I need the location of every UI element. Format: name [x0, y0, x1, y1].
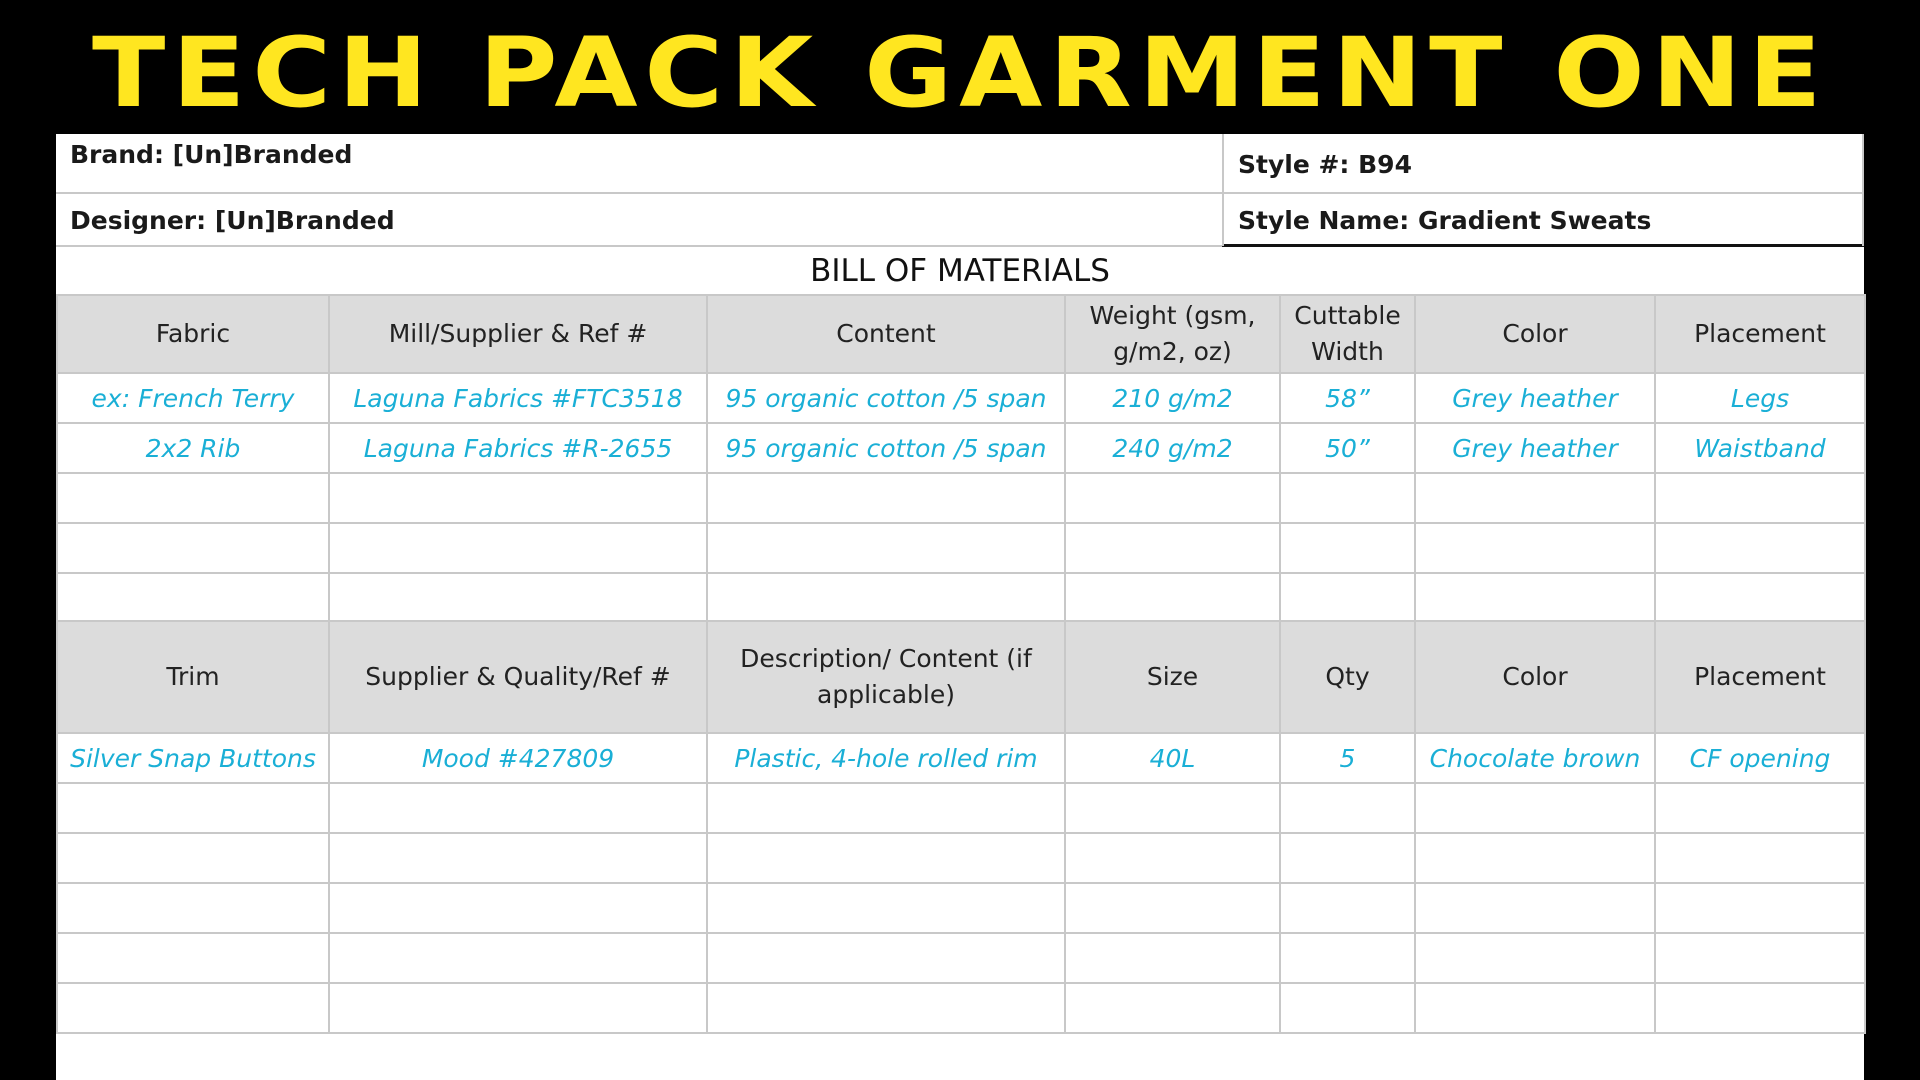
empty-cell — [57, 573, 329, 623]
empty-cell — [329, 523, 707, 573]
empty-cell — [1065, 883, 1280, 933]
empty-cell — [1415, 523, 1655, 573]
fabric-cell: Legs — [1655, 373, 1865, 423]
empty-cell — [1280, 933, 1415, 983]
fabric-cell: 210 g/m2 — [1065, 373, 1280, 423]
empty-cell — [1065, 833, 1280, 883]
fabric-header-cell: Placement — [1655, 295, 1865, 373]
empty-cell — [1655, 573, 1865, 623]
empty-cell — [57, 983, 329, 1033]
empty-cell — [1655, 523, 1865, 573]
fabric-cell: Laguna Fabrics #R-2655 — [329, 423, 707, 473]
empty-cell — [329, 983, 707, 1033]
trim-header-row — [57, 621, 1865, 733]
trim-header-cell: Description/ Content (if applicable) — [707, 621, 1065, 733]
fabric-cell: Laguna Fabrics #FTC3518 — [329, 373, 707, 423]
style-number-field: Style #: B94 — [1238, 149, 1412, 179]
empty-cell — [707, 573, 1065, 623]
trim-cell: 5 — [1280, 733, 1415, 783]
empty-cell — [1280, 783, 1415, 833]
empty-cell — [1655, 833, 1865, 883]
trim-table — [56, 620, 1866, 1034]
empty-cell — [57, 883, 329, 933]
fabric-header-cell: Mill/Supplier & Ref # — [329, 295, 707, 373]
trim-header-cell: Qty — [1280, 621, 1415, 733]
trim-cell: Chocolate brown — [1415, 733, 1655, 783]
empty-cell — [329, 783, 707, 833]
page-title: TECH PACK GARMENT ONE — [91, 17, 1829, 129]
empty-cell — [329, 883, 707, 933]
fabric-header-cell: Weight (gsm, g/m2, oz) — [1065, 295, 1280, 373]
empty-cell — [707, 473, 1065, 523]
empty-cell — [1415, 473, 1655, 523]
fabric-header-cell: Cuttable Width — [1280, 295, 1415, 373]
empty-cell — [707, 933, 1065, 983]
empty-cell — [57, 473, 329, 523]
empty-row — [57, 983, 1865, 1033]
empty-cell — [1655, 933, 1865, 983]
trim-cell: Plastic, 4-hole rolled rim — [707, 733, 1065, 783]
fabric-cell: Grey heather — [1415, 373, 1655, 423]
fabric-cell: 2x2 Rib — [57, 423, 329, 473]
empty-cell — [1655, 983, 1865, 1033]
empty-cell — [1415, 783, 1655, 833]
empty-row — [57, 573, 1865, 623]
fabric-cell: 50” — [1280, 423, 1415, 473]
empty-cell — [1415, 983, 1655, 1033]
table-row — [57, 733, 1865, 783]
style-name-field: Style Name: Gradient Sweats — [1238, 205, 1652, 235]
empty-cell — [1280, 883, 1415, 933]
empty-cell — [1280, 473, 1415, 523]
empty-cell — [1065, 983, 1280, 1033]
empty-cell — [57, 523, 329, 573]
empty-cell — [329, 933, 707, 983]
empty-cell — [1065, 473, 1280, 523]
fabric-header-cell: Fabric — [57, 295, 329, 373]
fabric-cell: 58” — [1280, 373, 1415, 423]
fabric-header-cell: Content — [707, 295, 1065, 373]
empty-cell — [57, 833, 329, 883]
empty-row — [57, 883, 1865, 933]
empty-cell — [57, 933, 329, 983]
fabric-cell: 240 g/m2 — [1065, 423, 1280, 473]
trim-header-cell: Placement — [1655, 621, 1865, 733]
empty-cell — [707, 983, 1065, 1033]
trim-header-cell: Supplier & Quality/Ref # — [329, 621, 707, 733]
empty-row — [57, 833, 1865, 883]
trim-header-cell: Color — [1415, 621, 1655, 733]
trim-header-cell: Trim — [57, 621, 329, 733]
sheet-right-border — [1862, 134, 1864, 246]
trim-cell: 40L — [1065, 733, 1280, 783]
tech-pack-sheet — [56, 134, 1864, 1080]
empty-cell — [1415, 573, 1655, 623]
fabric-header-row — [57, 295, 1865, 373]
empty-cell — [707, 523, 1065, 573]
empty-cell — [1280, 833, 1415, 883]
header-vertical-divider — [1222, 134, 1224, 246]
empty-cell — [1280, 523, 1415, 573]
bom-title: BILL OF MATERIALS — [810, 253, 1110, 289]
empty-cell — [1655, 783, 1865, 833]
empty-row — [57, 783, 1865, 833]
empty-cell — [1415, 883, 1655, 933]
empty-cell — [1280, 573, 1415, 623]
fabric-table — [56, 294, 1866, 624]
empty-cell — [329, 473, 707, 523]
empty-cell — [1415, 933, 1655, 983]
table-row — [57, 423, 1865, 473]
trim-cell: CF opening — [1655, 733, 1865, 783]
fabric-cell: 95 organic cotton /5 span — [707, 373, 1065, 423]
empty-cell — [329, 573, 707, 623]
trim-cell: Silver Snap Buttons — [57, 733, 329, 783]
header-divider — [56, 192, 1864, 194]
empty-cell — [1065, 933, 1280, 983]
empty-cell — [1280, 983, 1415, 1033]
brand-field: Brand: [Un]Branded — [70, 140, 353, 169]
empty-cell — [707, 883, 1065, 933]
trim-header-cell: Size — [1065, 621, 1280, 733]
empty-cell — [1065, 783, 1280, 833]
fabric-cell: Grey heather — [1415, 423, 1655, 473]
trim-cell: Mood #427809 — [329, 733, 707, 783]
empty-cell — [1065, 573, 1280, 623]
empty-row — [57, 523, 1865, 573]
empty-cell — [1655, 883, 1865, 933]
fabric-cell: Waistband — [1655, 423, 1865, 473]
empty-cell — [707, 783, 1065, 833]
empty-cell — [707, 833, 1065, 883]
fabric-header-cell: Color — [1415, 295, 1655, 373]
empty-cell — [57, 783, 329, 833]
empty-row — [57, 473, 1865, 523]
designer-field: Designer: [Un]Branded — [70, 205, 395, 235]
fabric-cell: 95 organic cotton /5 span — [707, 423, 1065, 473]
empty-row — [57, 933, 1865, 983]
empty-cell — [1415, 833, 1655, 883]
empty-cell — [329, 833, 707, 883]
fabric-cell: ex: French Terry — [57, 373, 329, 423]
empty-cell — [1065, 523, 1280, 573]
banner — [0, 0, 1920, 134]
empty-cell — [1655, 473, 1865, 523]
table-row — [57, 373, 1865, 423]
